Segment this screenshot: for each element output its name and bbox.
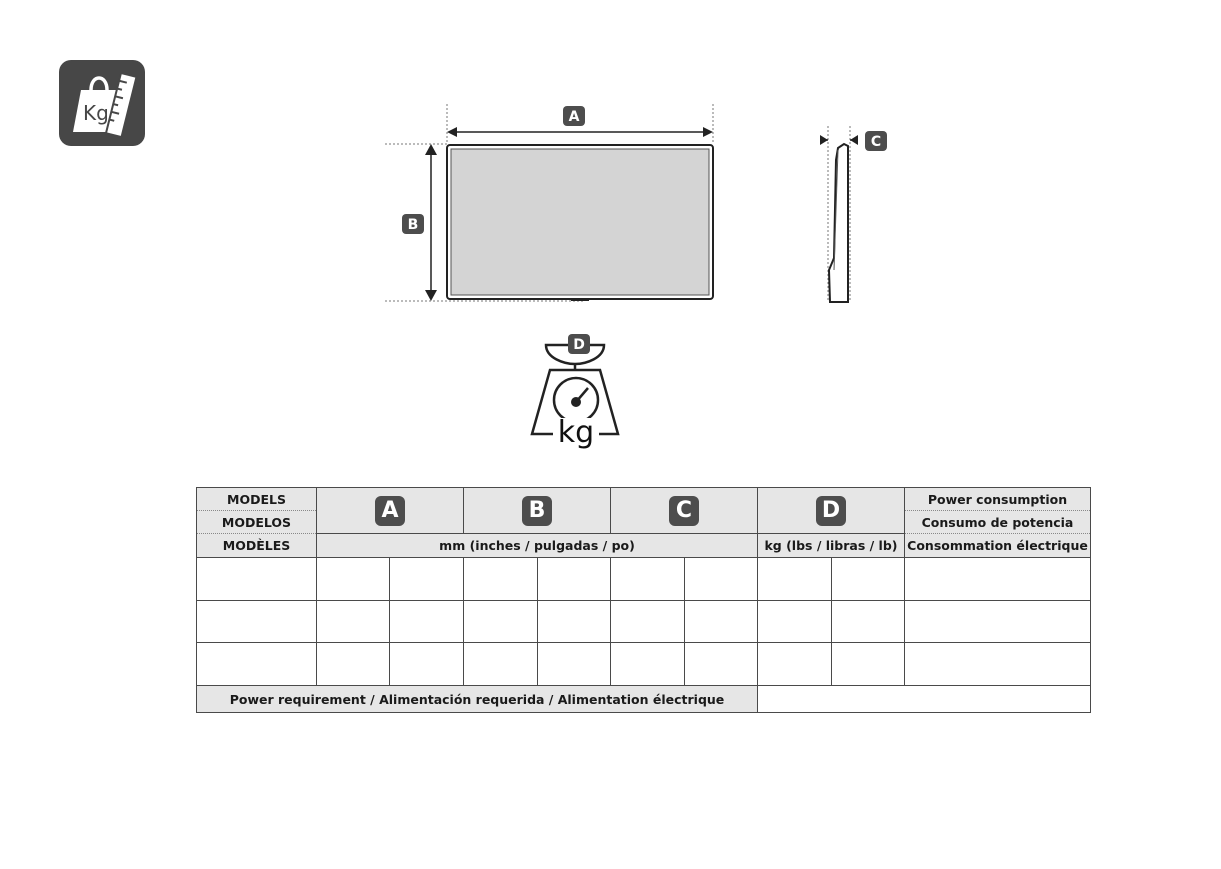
c-in-cell (685, 601, 758, 643)
model-cell (197, 601, 317, 643)
c-mm-cell (611, 558, 685, 601)
models-es-header: MODELOS (197, 511, 317, 534)
power-cell (905, 601, 1091, 643)
models-fr-header: MODÈLES (197, 534, 317, 558)
col-c-header (611, 488, 758, 534)
table-row (197, 643, 1091, 686)
power-cell (905, 643, 1091, 686)
d-kg-cell (758, 643, 832, 686)
c-mm-cell (611, 601, 685, 643)
power-consumption-en-header: Power consumption (905, 488, 1091, 511)
power-consumption-fr-header: Consommation électrique (905, 534, 1091, 558)
icon-kg-label: Kg (83, 101, 109, 125)
dimension-units-header: mm (inches / pulgadas / po) (317, 534, 758, 558)
d-kg-cell (758, 558, 832, 601)
spec-table (196, 487, 1091, 713)
dimension-b-label: B (407, 217, 419, 233)
table-row (197, 558, 1091, 601)
b-mm-cell (464, 643, 538, 686)
model-cell (197, 643, 317, 686)
d-lbs-cell (832, 558, 905, 601)
a-in-cell (390, 558, 464, 601)
scale-diagram (520, 330, 630, 455)
d-lbs-cell (832, 601, 905, 643)
a-in-cell (390, 643, 464, 686)
col-d-header (758, 488, 905, 534)
b-mm-cell (464, 601, 538, 643)
col-c-badge: C (669, 496, 699, 526)
b-mm-cell (464, 558, 538, 601)
dimension-a-label: A (568, 109, 580, 125)
dimension-d-label: D (573, 337, 585, 353)
model-cell (197, 558, 317, 601)
power-cell (905, 558, 1091, 601)
power-requirement-label: Power requirement / Alimentación requerida / Alimentation électrique (197, 686, 758, 713)
col-d-badge: D (816, 496, 846, 526)
a-in-cell (390, 601, 464, 643)
col-a-badge: A (375, 496, 405, 526)
front-view-diagram (385, 98, 725, 308)
b-in-cell (538, 601, 611, 643)
c-mm-cell (611, 643, 685, 686)
col-b-badge: B (522, 496, 552, 526)
power-consumption-es-header: Consumo de potencia (905, 511, 1091, 534)
side-view-diagram (808, 120, 898, 310)
weight-units-header: kg (lbs / libras / lb) (758, 534, 905, 558)
power-requirement-value (758, 686, 1091, 713)
d-lbs-cell (832, 643, 905, 686)
a-mm-cell (317, 558, 390, 601)
c-in-cell (685, 643, 758, 686)
d-kg-cell (758, 601, 832, 643)
b-in-cell (538, 558, 611, 601)
c-in-cell (685, 558, 758, 601)
b-in-cell (538, 643, 611, 686)
table-row (197, 601, 1091, 643)
col-b-header (464, 488, 611, 534)
kg-weight-ruler-icon (59, 60, 145, 146)
a-mm-cell (317, 643, 390, 686)
dimension-c-label: C (870, 134, 882, 150)
models-en-header: MODELS (197, 488, 317, 511)
a-mm-cell (317, 601, 390, 643)
col-a-header (317, 488, 464, 534)
scale-kg-label: kg (557, 415, 595, 450)
